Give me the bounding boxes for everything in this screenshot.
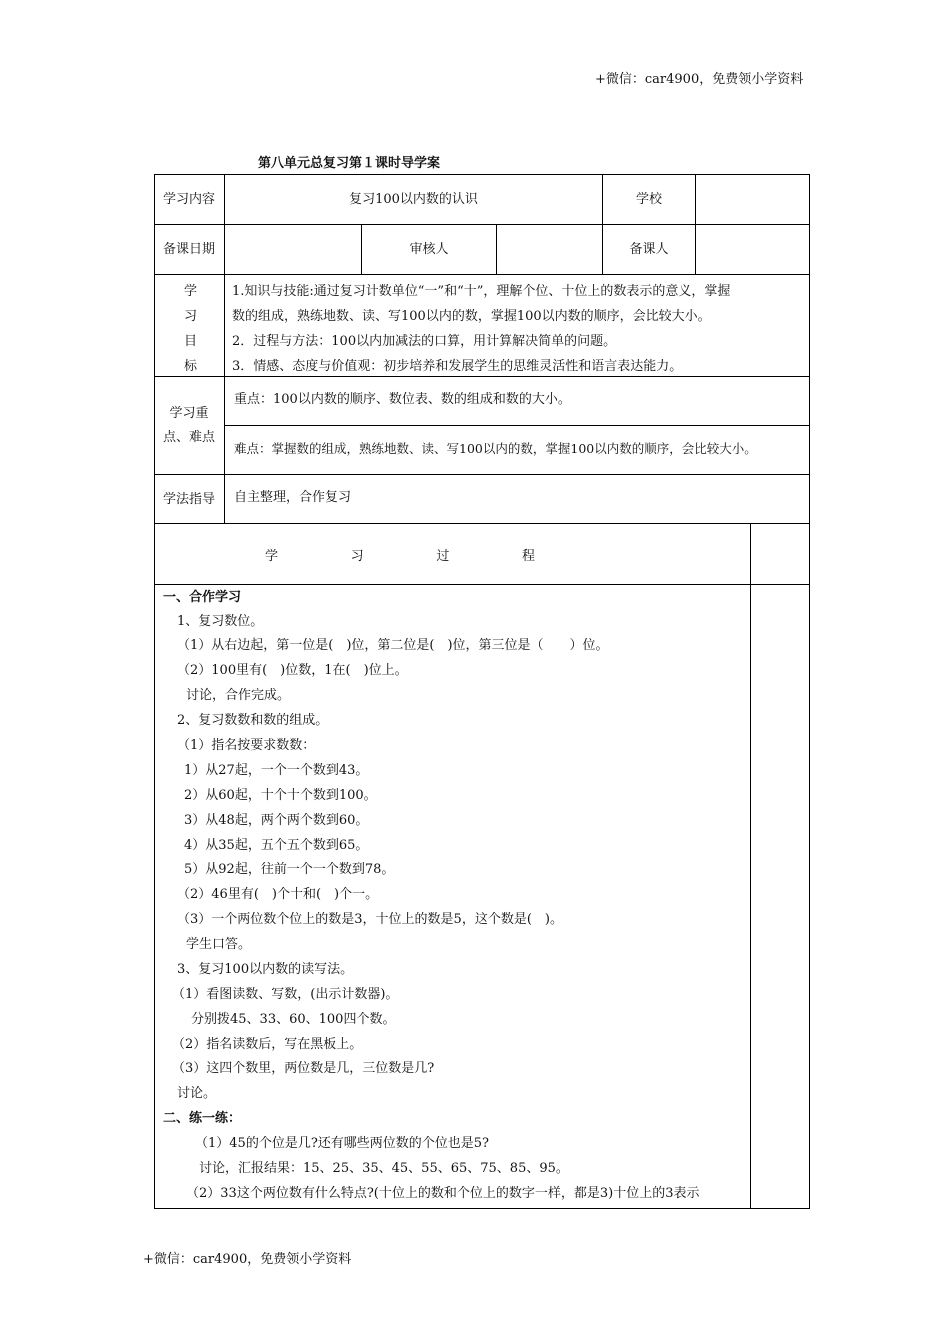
process-char: 程 [521, 549, 535, 564]
date-label: 备课日期 [162, 242, 215, 257]
goals-label-char: 目 [184, 334, 198, 349]
body-line: （1）指名按要求数数： [177, 738, 316, 753]
body-line: 5）从92起，往前一个一个数到78。 [184, 862, 395, 877]
goal-line: 数的组成，熟练地数、读、写100以内的数，掌握100以内数的顺序，会比较大小。 [232, 309, 711, 324]
goal-line: 1.知识与技能:通过复习计数单位“一”和“十”，理解个位、十位上的数表示的意义，掌握 [232, 284, 731, 299]
body-line: （1）看图读数、写数，(出示计数器)。 [172, 987, 399, 1002]
body-line: 讨论，汇报结果：15、25、35、45、55、65、75、85、95。 [199, 1161, 569, 1176]
method-label: 学法指导 [162, 491, 215, 507]
document-title: 第八单元总复习第１课时导学案 [258, 156, 441, 171]
reviewer-label: 审核人 [409, 242, 449, 257]
header-note: +微信：car4900，免费领小学资料 [595, 72, 804, 87]
goals-label-char: 习 [184, 309, 198, 324]
section-heading: 二、练一练： [163, 1111, 242, 1126]
difficult-point: 难点：掌握数的组成，熟练地数、读、写100以内的数，掌握100以内数的顺序，会比较大小。 [234, 441, 757, 456]
row-divider [224, 425, 810, 426]
col-divider [695, 174, 696, 275]
body-line: （1）从右边起，第一位是( )位，第二位是( )位，第三位是（ ）位。 [177, 638, 609, 653]
col-divider [224, 174, 225, 524]
col-divider [750, 523, 751, 1209]
body-line: 1、复习数位。 [177, 614, 264, 629]
goals-label-char: 学 [184, 284, 198, 299]
process-char: 习 [350, 549, 364, 564]
process-header [265, 545, 535, 564]
row-divider [154, 474, 810, 475]
row-divider [154, 224, 810, 225]
goal-line: 3．情感、态度与价值观：初步培养和发展学生的思维灵活性和语言表达能力。 [232, 359, 683, 374]
body-line: （3）一个两位数个位上的数是3，十位上的数是5，这个数是( )。 [177, 912, 563, 927]
body-line: （2）100里有( )位数，1在( )位上。 [177, 663, 408, 678]
body-line: （1）45的个位是几?还有哪些两位数的个位也是5? [195, 1136, 490, 1151]
body-line: 讨论。 [177, 1086, 217, 1101]
col-divider [496, 224, 497, 275]
body-line: 2）从60起，十个十个数到100。 [184, 788, 377, 803]
body-line: （2）33这个两位数有什么特点?(十位上的数和个位上的数字一样，都是3)十位上的3表示 [186, 1186, 700, 1201]
section-heading: 一、合作学习 [163, 590, 242, 605]
key-point: 重点：100以内数的顺序、数位表、数的组成和数的大小。 [234, 392, 571, 407]
body-line: （3）这四个数里，两位数是几，三位数是几? [172, 1061, 435, 1076]
footer-note: +微信：car4900，免费领小学资料 [143, 1252, 352, 1267]
body-line: 4）从35起，五个五个数到65。 [184, 838, 369, 853]
goals-label-char: 标 [184, 359, 198, 374]
body-line: （2）指名读数后，写在黑板上。 [172, 1037, 363, 1052]
row-divider [154, 523, 810, 524]
body-line: 学生口答。 [186, 937, 252, 952]
content-label: 学习内容 [162, 192, 215, 207]
body-line: 1）从27起，一个一个数到43。 [184, 763, 369, 778]
row-divider [154, 584, 810, 585]
body-line: 3、复习100以内数的读写法。 [177, 962, 354, 977]
method-value: 自主整理，合作复习 [234, 490, 352, 505]
process-char: 过 [436, 549, 450, 564]
body-line: 分别拨45、33、60、100四个数。 [191, 1012, 396, 1027]
school-label: 学校 [635, 192, 662, 207]
preparer-label: 备课人 [629, 242, 669, 257]
body-line: 2、复习数数和数的组成。 [177, 713, 329, 728]
content-value: 复习100以内数的认识 [349, 192, 478, 207]
row-divider [154, 274, 810, 275]
body-line: 讨论，合作完成。 [186, 688, 291, 703]
body-line: （2）46里有( )个十和( )个一。 [177, 887, 379, 902]
body-line: 3）从48起，两个两个数到60。 [184, 813, 369, 828]
goal-line: 2．过程与方法：100以内加减法的口算，用计算解决简单的问题。 [232, 334, 617, 349]
process-char: 学 [265, 549, 279, 564]
key-label: 学习重点、难点 [162, 406, 215, 445]
